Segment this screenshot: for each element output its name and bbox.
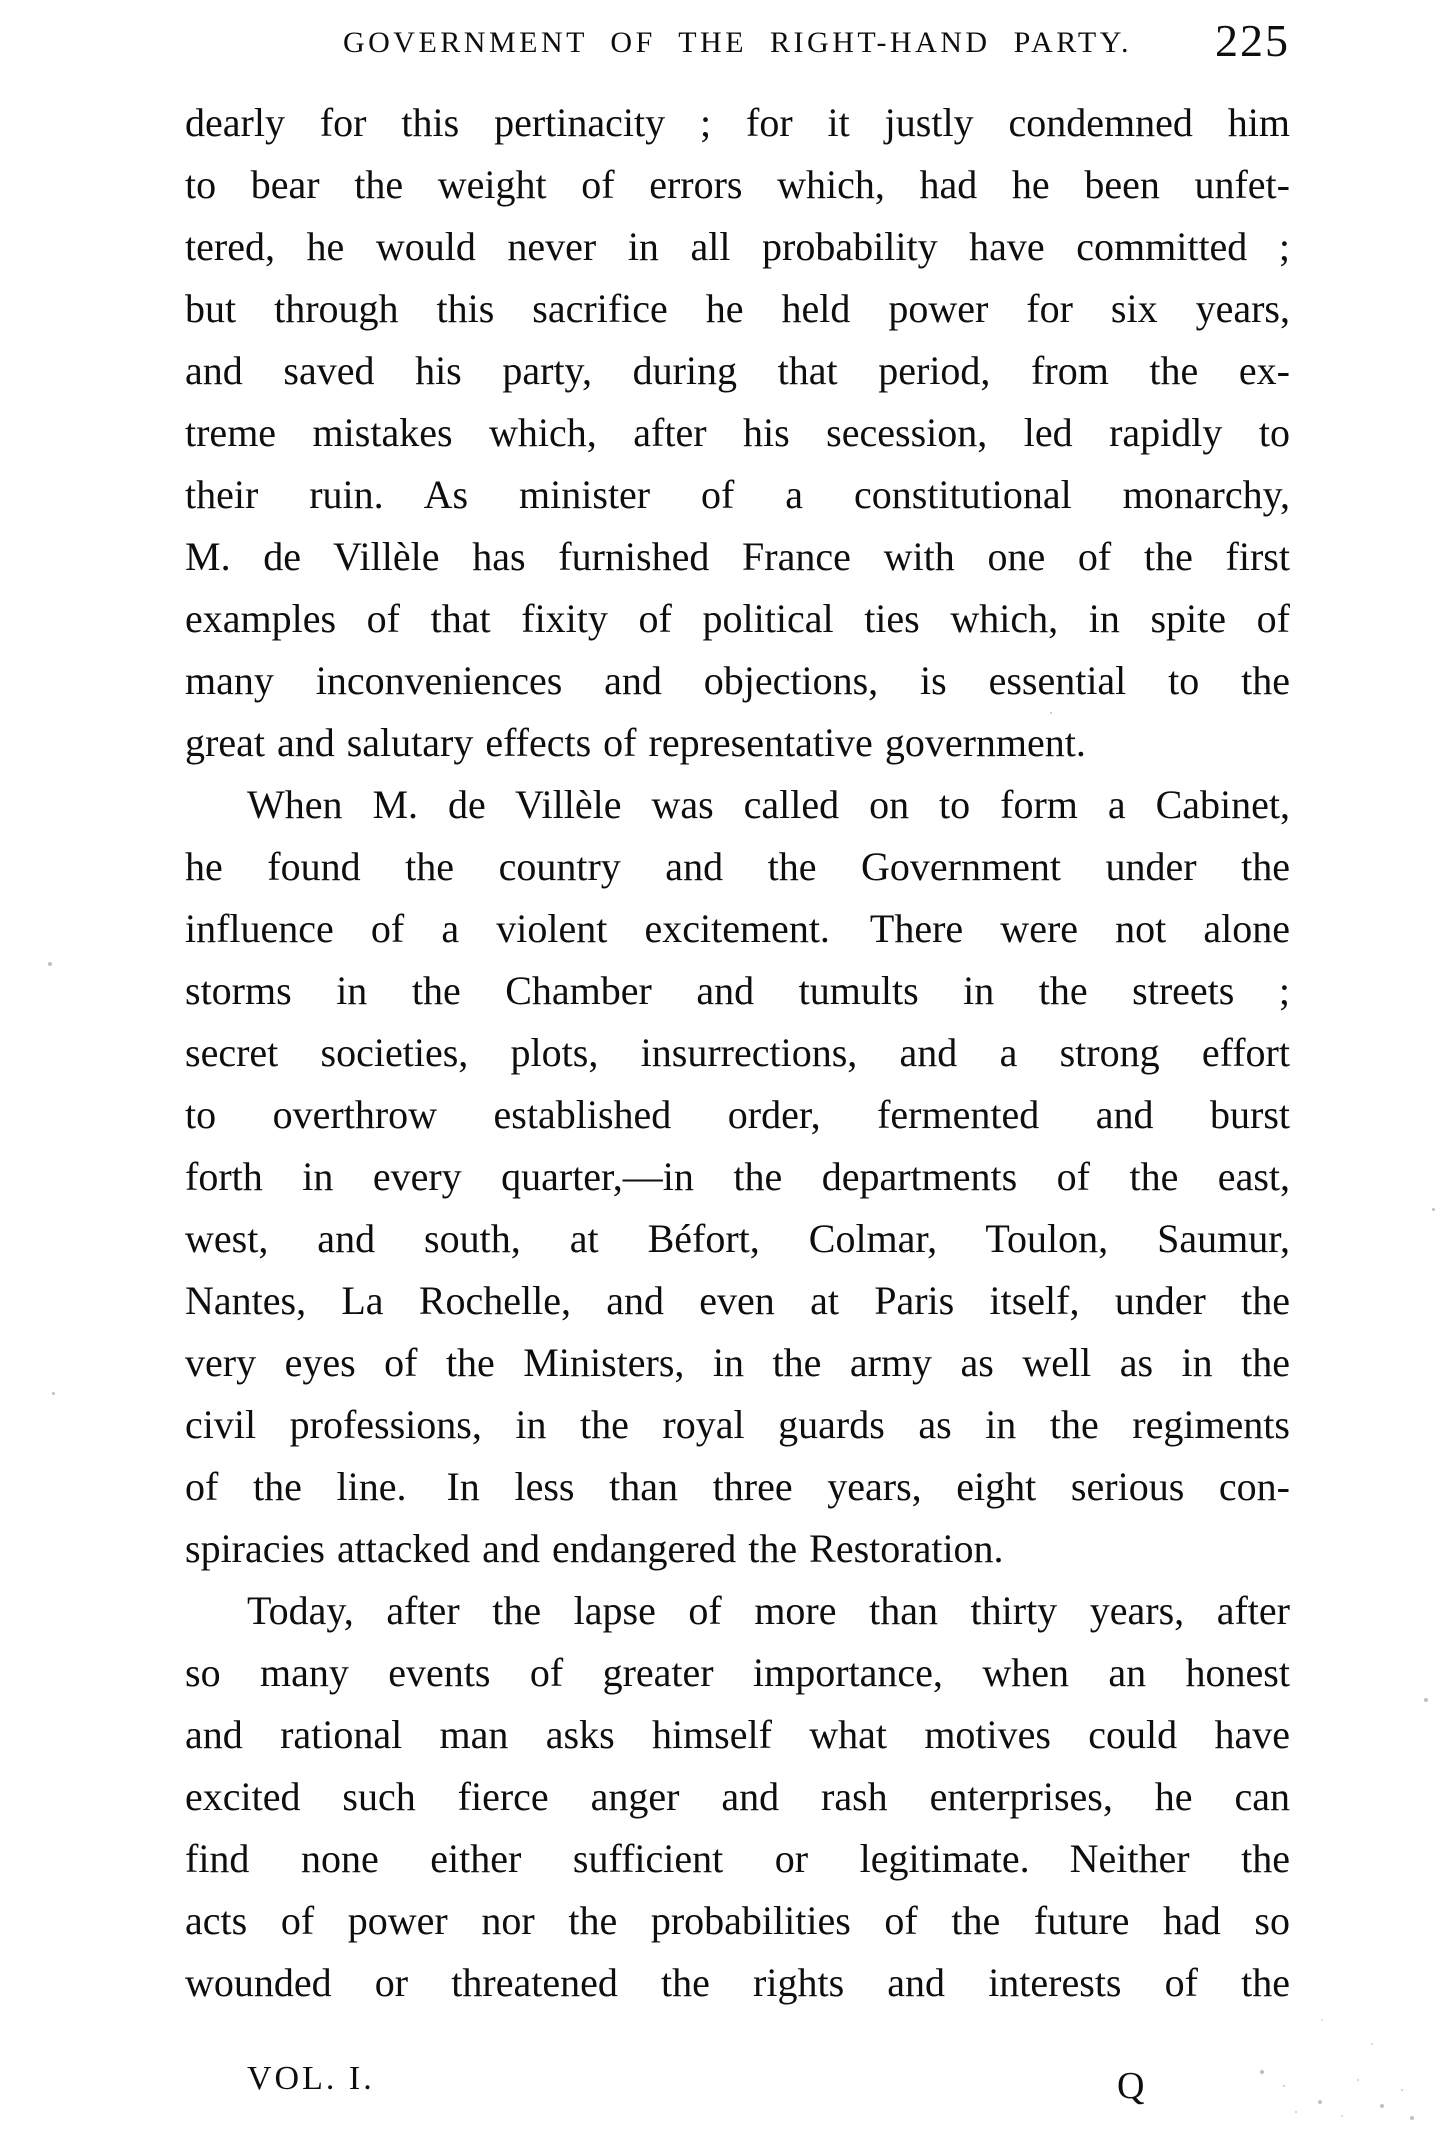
text-line: examples of that fixity of political ties which, in spite of <box>185 596 1290 641</box>
text-line: and saved his party, during that period, from the ex- <box>185 348 1290 393</box>
paragraph <box>185 774 1290 1580</box>
text-line: forth in every quarter,—in the departments of the east, <box>185 1154 1290 1199</box>
scan-speckle-cluster <box>1260 2070 1264 2074</box>
body-text-block <box>185 92 1290 2014</box>
running-head-title: GOVERNMENT OF THE RIGHT-HAND PARTY. <box>342 26 1133 59</box>
text-line: but through this sacrifice he held power for six years, <box>185 286 1290 331</box>
page-footer <box>185 2052 1290 2112</box>
text-line: M. de Villèle has furnished France with one of the first <box>185 534 1290 579</box>
text-line: dearly for this pertinacity ; for it justly condemned him <box>185 100 1290 145</box>
printer-signature-mark: Q <box>1117 2065 1145 2107</box>
text-line: west, and south, at Béfort, Colmar, Toulon, Saumur, <box>185 1216 1290 1261</box>
text-line: wounded or threatened the rights and interests of the <box>185 1960 1290 2005</box>
text-line: great and salutary effects of representative government. <box>185 720 1086 765</box>
text-line: storms in the Chamber and tumults in the streets ; <box>185 968 1290 1013</box>
text-line: secret societies, plots, insurrections, and a strong effort <box>185 1030 1290 1075</box>
page-number: 225 <box>1215 15 1290 66</box>
text-line: to overthrow established order, fermented and burst <box>185 1092 1290 1137</box>
text-line: Nantes, La Rochelle, and even at Paris itself, under the <box>185 1278 1290 1323</box>
text-line: treme mistakes which, after his secession, led rapidly to <box>185 410 1290 455</box>
text-line: spiracies attacked and endangered the Restoration. <box>185 1526 1004 1571</box>
text-line: excited such fierce anger and rash enterprises, he can <box>185 1774 1290 1819</box>
paragraph <box>185 92 1290 774</box>
scan-speckle <box>1050 712 1052 714</box>
text-line: to bear the weight of errors which, had he been unfet- <box>185 162 1290 207</box>
text-line: many inconveniences and objections, is essential to the <box>185 658 1290 703</box>
scan-speckle <box>1432 1208 1435 1211</box>
text-line: tered, he would never in all probability have committed ; <box>185 224 1290 269</box>
text-line: so many events of greater importance, when an honest <box>185 1650 1290 1695</box>
text-line: he found the country and the Government under the <box>185 844 1290 889</box>
paragraph <box>185 1580 1290 2014</box>
text-line: their ruin. As minister of a constitutional monarchy, <box>185 472 1290 517</box>
scan-speckle <box>1424 1698 1428 1702</box>
text-line: civil professions, in the royal guards as in the regiments <box>185 1402 1290 1447</box>
text-line: Today, after the lapse of more than thirty years, after <box>247 1588 1290 1633</box>
text-line: very eyes of the Ministers, in the army as well as in the <box>185 1340 1290 1385</box>
text-line: and rational man asks himself what motives could have <box>185 1712 1290 1757</box>
text-line: acts of power nor the probabilities of the future had so <box>185 1898 1290 1943</box>
text-line: find none either sufficient or legitimate. Neither the <box>185 1836 1290 1881</box>
text-line: of the line. In less than three years, eight serious con- <box>185 1464 1290 1509</box>
running-head <box>185 14 1290 74</box>
text-line: When M. de Villèle was called on to form a Cabinet, <box>247 782 1290 827</box>
scan-speckle <box>52 1392 55 1395</box>
volume-label: VOL. I. <box>247 2060 375 2097</box>
text-line: influence of a violent excitement. There were not alone <box>185 906 1290 951</box>
scan-speckle <box>48 962 52 966</box>
